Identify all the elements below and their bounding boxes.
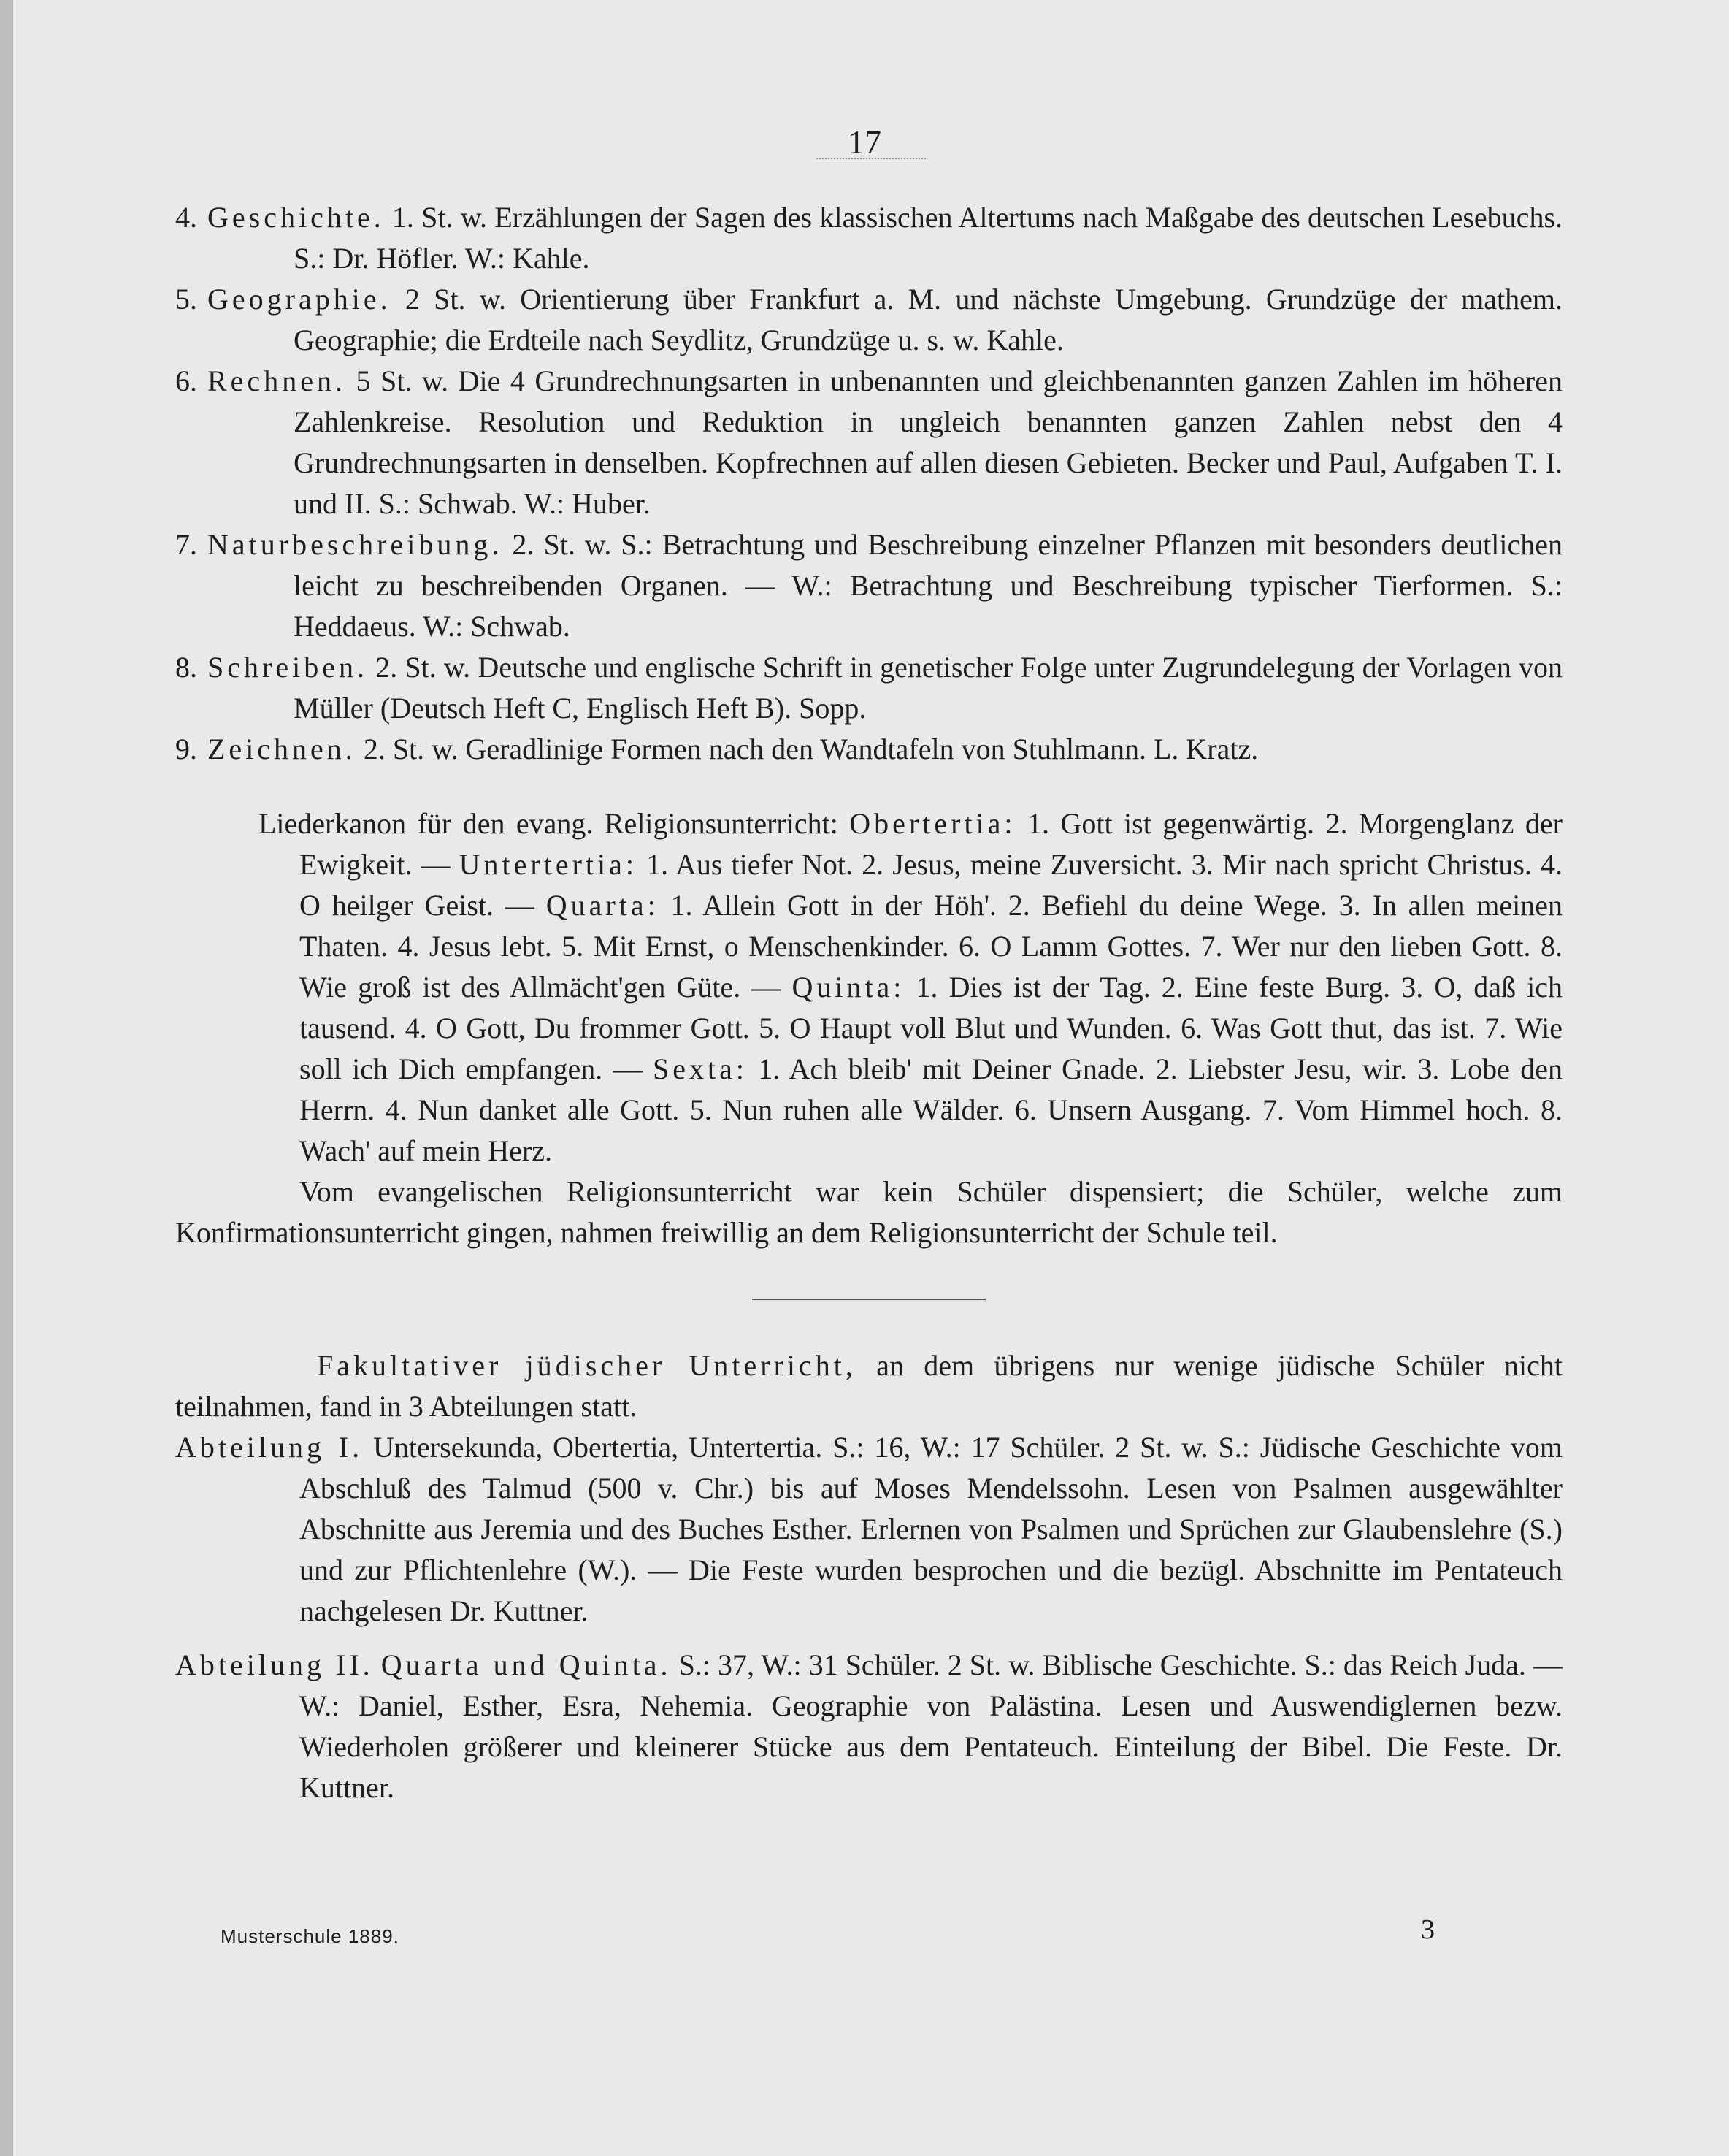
entry-title: Zeichnen.	[207, 733, 356, 765]
entry-text: 5 St. w. Die 4 Grundrechnungsarten in unbenannten und gleichbenannten ganzen Zahlen im höheren Zahlenkreise. Resolution und Reduktion in ungleich benannten ganzen Zahlen nebst den 4 Grundrechnungsarten in denselben. Kopfrechnen auf allen diesen Gebieten. Becker und Paul, Aufgaben T. I. und II. S.: Schwab. W.: Huber.	[294, 364, 1563, 520]
entry-title: Geschichte.	[207, 201, 385, 234]
songs-quarta: 1. Allein Gott in der Höh'. 2. Befiehl du deine Wege. 3. In allen meinen Thaten. 4. Jesus lebt. 5. Mit Ernst, o Menschenkinder. 6. O Lamm Gottes. 7. Wer nur den lieben Gott. 8. Wie groß ist des Allmächt'gen Güte. —	[299, 889, 1563, 1004]
class-label-untertertia: Untertertia:	[459, 848, 637, 881]
entry-text: 2. St. w. Geradlinige Formen nach den Wandtafeln von Stuhlmann. L. Kratz.	[363, 733, 1259, 765]
subject-entry-naturbeschreibung	[175, 524, 1563, 647]
section-divider	[752, 1299, 986, 1300]
footer-signature: Musterschule 1889.	[221, 1925, 399, 1947]
page-body	[175, 197, 1563, 1808]
entry-title: Schreiben.	[207, 651, 368, 684]
footer-sheet-number: 3	[1421, 1914, 1435, 1945]
entry-number: 4.	[175, 201, 197, 234]
abteilung-label: Abteilung I.	[175, 1431, 364, 1464]
entry-text: 2. St. w. Deutsche und englische Schrift in genetischer Folge unter Zugrundelegung der Vorlagen von Müller (Deutsch Heft C, Englisch Heft B). Sopp.	[294, 651, 1563, 725]
entry-text: 1. St. w. Erzählungen der Sagen des klassischen Altertums nach Maßgabe des deutschen Lesebuchs. S.: Dr. Höfler. W.: Kahle.	[294, 201, 1563, 275]
songs-untertertia: 1. Aus tiefer Not. 2. Jesus, meine Zuversicht. 3. Mir nach spricht Christus. 4. O heilger Geist. —	[299, 848, 1563, 922]
abteilung-text: Untersekunda, Obertertia, Untertertia. S.: 16, W.: 17 Schüler. 2 St. w. S.: Jüdische Geschichte vom Abschluß des Talmud (500 v. Chr.) bis auf Moses Mendelssohn. Lesen von Psalmen ausgewählter Abschnitte aus Jeremia und des Buches Esther. Erlernen von Psalmen und Sprüchen zur Glaubenslehre (S.) und zur Pflichtenlehre (W.). — Die Feste wurden besprochen und die bezügl. Abschnitte im Pentateuch nachgelesen Dr. Kuttner.	[299, 1431, 1563, 1627]
class-label-quarta: Quarta:	[545, 889, 659, 922]
abteilung-text: S.: 37, W.: 31 Schüler. 2 St. w. Biblische Geschichte. S.: das Reich Juda. — W.: Daniel, Esther, Esra, Nehemia. Geographie von Palästina. Lesen und Auswendiglernen bezw. Wiederholen größerer und kleinerer Stücke aus dem Pentateuch. Einteilung der Bibel. Die Feste. Dr. Kuttner.	[299, 1648, 1563, 1804]
subject-entry-geschichte	[175, 197, 1563, 279]
subject-entry-zeichnen	[175, 729, 1563, 770]
entry-number: 7.	[175, 528, 197, 561]
book-spine-shadow	[0, 0, 13, 2156]
subject-entry-rechnen	[175, 361, 1563, 524]
juedisch-intro: an dem übrigens nur wenige jüdische Schüler nicht teilnahmen, fand in 3 Abteilungen statt.	[175, 1349, 1563, 1423]
class-label-obertertia: Obertertia:	[849, 807, 1016, 840]
entry-number: 6.	[175, 364, 197, 397]
liederkanon-intro: Liederkanon für den evang. Religionsunterricht:	[258, 807, 838, 840]
abteilung-label: Abteilung II.	[175, 1648, 374, 1681]
subject-entry-schreiben	[175, 647, 1563, 729]
page-number-ornament	[816, 158, 926, 159]
entry-title: Rechnen.	[207, 364, 346, 397]
entry-text: 2 St. w. Orientierung über Frankfurt a. M. und nächste Umgebung. Grundzüge der mathem. Geographie; die Erdteile nach Seydlitz, Grundzüge u. s. w. Kahle.	[294, 283, 1563, 356]
entry-number: 8.	[175, 651, 197, 684]
entry-text: 2. St. w. S.: Betrachtung und Beschreibung einzelner Pflanzen mit besonders deutlichen leicht zu beschreibenden Organen. — W.: Betrachtung und Beschreibung typischer Tierformen. S.: Heddaeus. W.: Schwab.	[294, 528, 1563, 643]
abteilung-title: Quarta und Quinta.	[380, 1648, 672, 1681]
entry-number: 9.	[175, 733, 197, 765]
entry-title: Naturbeschreibung.	[207, 528, 503, 561]
liederkanon-paragraph	[175, 803, 1563, 1171]
dispens-note: Vom evangelischen Religionsunterricht war kein Schüler dispensiert; die Schüler, welche zum Konfirmationsunterricht gingen, nahmen freiwillig an dem Religionsunterricht der Schule teil.	[175, 1175, 1563, 1249]
abteilung-2	[175, 1645, 1563, 1808]
entry-title: Geographie.	[207, 283, 391, 316]
page-number: 17	[848, 123, 881, 161]
entry-number: 5.	[175, 283, 197, 316]
songs-quinta: 1. Dies ist der Tag. 2. Eine feste Burg. 3. O, daß ich tausend. 4. O Gott, Du frommer Gott. 5. O Haupt voll Blut und Wunden. 6. Was Gott thut, das ist. 7. Wie soll ich Dich empfangen. —	[299, 971, 1563, 1085]
abteilung-1	[175, 1427, 1563, 1632]
class-label-quinta: Quinta:	[791, 971, 905, 1004]
songs-sexta: 1. Ach bleib' mit Deiner Gnade. 2. Liebster Jesu, wir. 3. Lobe den Herrn. 4. Nun danket alle Gott. 5. Nun ruhen alle Wälder. 6. Unsern Ausgang. 7. Vom Himmel hoch. 8. Wach' auf mein Herz.	[299, 1052, 1563, 1167]
spacer	[175, 770, 1563, 803]
class-label-sexta: Sexta:	[652, 1052, 748, 1085]
subject-entry-geographie	[175, 279, 1563, 361]
juedisch-intro-paragraph	[175, 1345, 1563, 1427]
juedisch-heading: Fakultativer jüdischer Unterricht,	[317, 1349, 856, 1382]
songs-obertertia: 1. Gott ist gegenwärtig. 2. Morgenglanz der Ewigkeit. —	[299, 807, 1563, 881]
